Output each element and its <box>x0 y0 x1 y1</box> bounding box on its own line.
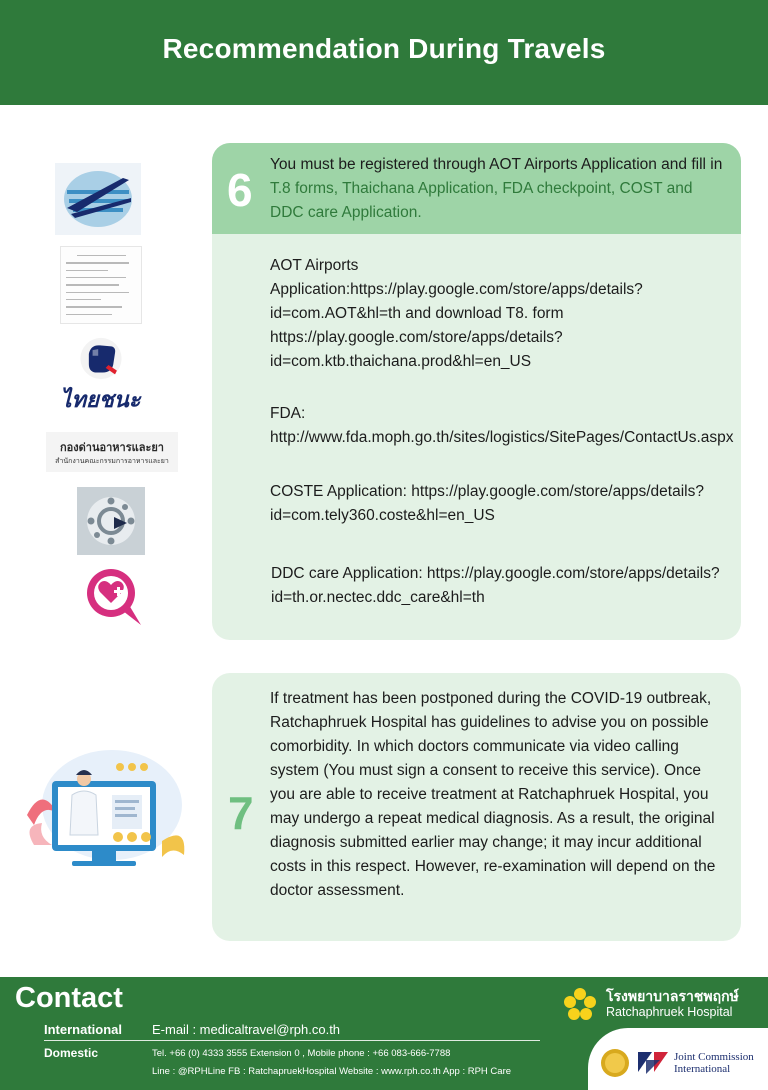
hospital-brand <box>562 984 762 1024</box>
jci-logo-icon <box>636 1050 670 1076</box>
contact-footer <box>0 977 768 1090</box>
t8-form-document-icon <box>60 246 142 324</box>
coste-app-link-text[interactable]: COSTE Application: https://play.google.com/store/apps/details?id=com.tely360.coste&hl=en_US <box>270 483 704 524</box>
thaichana-app-link-text[interactable]: https://play.google.com/store/apps/details?id=com.ktb.thaichana.prod&hl=en_US <box>270 329 563 370</box>
accreditation-panel <box>588 1028 768 1090</box>
domestic-social: Line : @RPHLine FB : RatchapruekHospital Website : www.rph.co.th App : RPH Care <box>152 1066 512 1077</box>
fda-link-text[interactable]: FDA: http://www.fda.moph.go.th/sites/logistics/SitePages/ContactUs.aspx <box>270 405 734 446</box>
section-7-text: If treatment has been postponed during the COVID-19 outbreak, Ratchaphruek Hospital has guidelines to advise you on possible comorbidity. In which doctors communicate via video calling system (You must sign a consent to receive this service). Once you are able to receive treatment at Ratchaphruek Hospital, you may undergo a repeat medical diagnosis. As a result, the original diagnosis submitted earlier may change; it may incur additional costs in this respect. However, re-examination will depend on the doctor assessment. <box>270 690 716 899</box>
gold-seal-icon <box>600 1048 630 1078</box>
aot-airports-logo-icon <box>55 163 141 235</box>
section-7-number: 7 <box>228 787 254 839</box>
coste-app-logo-icon <box>77 487 145 555</box>
domestic-phone: Tel. +66 (0) 4333 3555 Extension 0 , Mobile phone : +66 083-666-7788 <box>152 1048 451 1059</box>
section-6-intro <box>270 153 730 225</box>
jci-line1: Joint Commission <box>674 1051 754 1063</box>
section-6-number: 6 <box>227 164 253 216</box>
hospital-flower-icon <box>562 986 598 1022</box>
page-header <box>0 0 768 105</box>
ddc-care-logo-icon <box>80 565 148 627</box>
section-6-intro-plain: You must be registered through AOT Airports Application and fill in <box>270 156 723 173</box>
aot-app-link-text[interactable]: AOT Airports Application:https://play.google.com/store/apps/details?id=com.AOT&hl=th and download T8. form <box>270 257 643 322</box>
fda-logo-line1: กองด่านอาหารและยา <box>60 440 164 454</box>
section-6-intro-highlight: T.8 forms, Thaichana Application, FDA checkpoint, COST and DDC care Application. <box>270 180 693 221</box>
video-call-doctor-illustration-icon <box>22 745 192 875</box>
hospital-name-thai: โรงพยาบาลราชพฤกษ์ <box>606 988 739 1005</box>
thaichana-logo-icon <box>53 337 148 417</box>
thaichana-label: ไทยชนะ <box>60 388 141 413</box>
footer-divider <box>44 1040 540 1041</box>
contact-title: Contact <box>15 982 123 1014</box>
fda-checkpoint-logo-icon <box>46 432 178 472</box>
section-6-header <box>212 143 741 234</box>
domestic-label: Domestic <box>44 1046 99 1060</box>
international-email[interactable]: E-mail : medicaltravel@rph.co.th <box>152 1022 341 1037</box>
fda-logo-line2: สำนักงานคณะกรรมการอาหารและยา <box>55 456 169 465</box>
section-6-card <box>212 143 741 640</box>
section-7-card <box>212 673 741 941</box>
international-label: International <box>44 1022 123 1037</box>
hospital-name-english: Ratchaphruek Hospital <box>606 1004 733 1019</box>
jci-line2: International <box>674 1063 731 1075</box>
page-title: Recommendation During Travels <box>162 32 606 64</box>
ddc-app-link-text[interactable]: DDC care Application: https://play.google.com/store/apps/details?id=th.or.nectec.ddc_care&hl=th <box>271 565 720 606</box>
